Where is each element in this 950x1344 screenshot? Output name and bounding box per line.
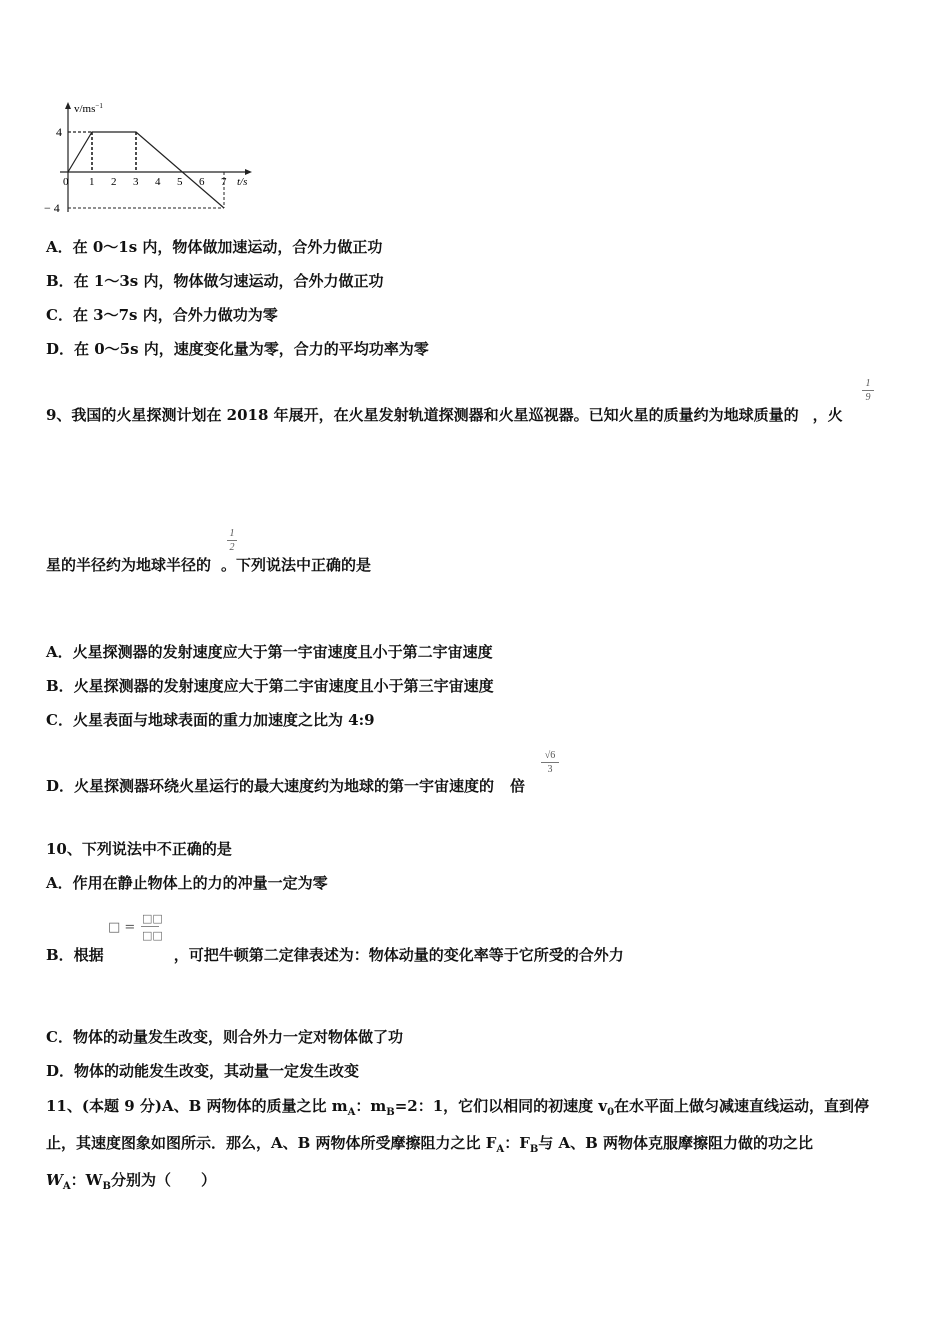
- q11-line2: [46, 1132, 813, 1155]
- q9-optd-den: 3: [547, 764, 553, 775]
- q10-option-b-end: ，可把牛顿第二定律表述为：物体动量的变化率等于它所受的合外力: [173, 946, 624, 964]
- q9-frac2-den: 2: [229, 542, 235, 553]
- q8-option-d: D．在 0～5s 内，速度变化量为零，合力的平均功率为零: [46, 340, 429, 358]
- q9-stem-line1: [46, 404, 843, 425]
- sub-a3: A: [62, 1181, 71, 1192]
- q10-formula: [106, 910, 166, 946]
- sub-b2: B: [529, 1144, 539, 1155]
- q9-stem-line2: [46, 554, 371, 575]
- x-tick-2: 2: [111, 176, 117, 188]
- q9-fraction-mass: [862, 378, 874, 403]
- velocity-time-graph: [40, 96, 260, 218]
- q9-fraction-sqrt6: [541, 750, 559, 775]
- q9-option-d: [46, 775, 525, 796]
- x-tick-6: 6: [199, 176, 205, 188]
- y-tick-neg4: − 4: [44, 201, 60, 215]
- q11-text-1e: 在水平面上做匀减速直线运动，直到停: [614, 1097, 870, 1115]
- q11-text-3b: ：W: [70, 1171, 103, 1189]
- q9-stem-text2: 星的半径约为地球半径的: [46, 556, 212, 574]
- y-axis-label: $v/ms^{-1}$: [74, 102, 103, 115]
- q8-option-a: A．在 0～1s 内，物体做加速运动，合外力做正功: [46, 238, 383, 256]
- q11-w: W: [46, 1171, 63, 1189]
- q9-fraction-radius: [227, 528, 237, 553]
- q9-option-d-text: D．火星探测器环绕火星运行的最大速度约为地球的第一宇宙速度的: [46, 777, 495, 795]
- q9-frac1-den: 9: [865, 392, 871, 403]
- q9-stem-text1-end: ，火: [812, 406, 843, 424]
- x-tick-5: 5: [177, 176, 183, 188]
- q10-option-c: C．物体的动量发生改变，则合外力一定对物体做了功: [46, 1028, 403, 1046]
- q10-option-d: D．物体的动能发生改变，其动量一定发生改变: [46, 1062, 360, 1080]
- x-tick-3: 3: [133, 176, 139, 188]
- q9-stem-text1: 9、我国的火星探测计划在 2018 年展开，在火星发射轨道探测器和火星巡视器。已知火星的质量约为地球质量的: [46, 406, 799, 424]
- q8-option-b: B．在 1～3s 内，物体做匀速运动，合外力做正功: [46, 272, 384, 290]
- q9-optd-num: √6: [544, 750, 556, 761]
- sub-a2: A: [496, 1144, 505, 1155]
- q11-text-1d: =2：1，它们以相同的初速度 v: [394, 1097, 608, 1115]
- q9-frac1-num: 1: [865, 378, 871, 389]
- q10-option-b: [46, 944, 624, 965]
- sub-b: B: [386, 1107, 395, 1118]
- q9-frac2-num: 1: [229, 528, 235, 539]
- q10-option-b-start: B．根据: [46, 946, 104, 964]
- q10-option-a: A．作用在静止物体上的力的冲量一定为零: [46, 874, 328, 892]
- y-axis-arrow: [65, 102, 71, 109]
- sub-b3: B: [102, 1181, 111, 1192]
- q9-option-b: B．火星探测器的发射速度应大于第二宇宙速度且小于第三宇宙速度: [46, 677, 494, 695]
- q10-stem: 10、下列说法中不正确的是: [46, 840, 232, 858]
- formula-lhs: □ =: [108, 920, 136, 935]
- q11-label: 11、(本题 9 分): [46, 1097, 162, 1115]
- x-tick-1: 1: [89, 176, 95, 188]
- sub-0: 0: [607, 1107, 615, 1118]
- q11-line1: [46, 1095, 869, 1118]
- q9-stem-text2-end: 。下列说法中正确的是: [221, 556, 372, 574]
- q11-text-1c: ：m: [355, 1097, 387, 1115]
- q11-text-3c: 分别为（ ）: [110, 1171, 216, 1189]
- q8-option-c: C．在 3～7s 内，合外力做功为零: [46, 306, 278, 324]
- formula-den: □□: [142, 929, 163, 942]
- q11-text-1b: A、B 两物体的质量之比 m: [161, 1097, 348, 1115]
- formula-num: □□: [142, 912, 163, 925]
- x-tick-4: 4: [155, 176, 161, 188]
- q11-text-2b: ：F: [504, 1134, 530, 1152]
- x-tick-7: 7: [221, 176, 227, 188]
- x-axis-label: t/s: [237, 176, 248, 188]
- sub-a: A: [347, 1107, 356, 1118]
- x-axis-arrow: [245, 169, 252, 175]
- y-tick-4: 4: [56, 125, 62, 139]
- x-tick-0: 0: [63, 176, 69, 188]
- q11-text-2c: 与 A、B 两物体克服摩擦阻力做的功之比: [538, 1134, 814, 1152]
- q11-text-2: 止，其速度图象如图所示．那么，A、B 两物体所受摩擦阻力之比 F: [46, 1134, 497, 1152]
- q9-option-d-end: 倍: [510, 777, 526, 795]
- q9-option-c: C．火星表面与地球表面的重力加速度之比为 4:9: [46, 711, 375, 729]
- q9-option-a: A．火星探测器的发射速度应大于第一宇宙速度且小于第二宇宙速度: [46, 643, 493, 661]
- q11-line3: [46, 1169, 216, 1192]
